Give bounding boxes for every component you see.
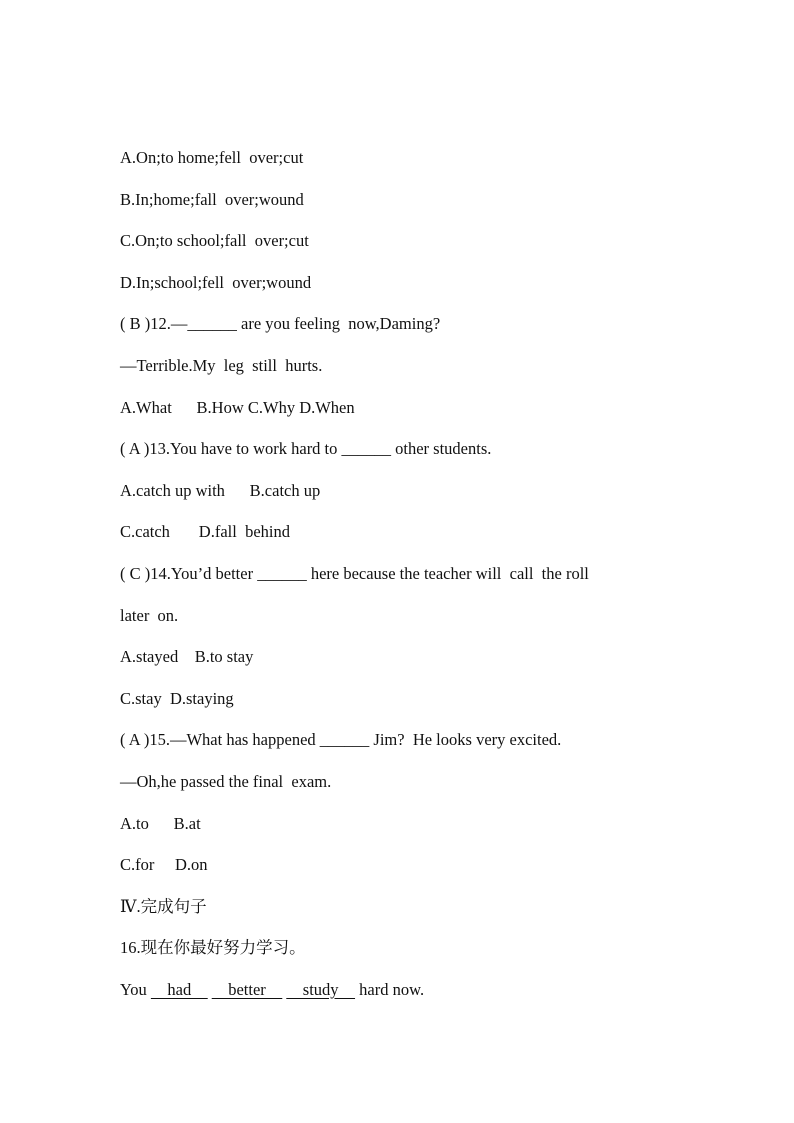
q12-options: A.What B.How C.Why D.When: [120, 397, 355, 417]
q14-stem-continued: later on.: [120, 605, 179, 625]
q12-reply: —Terrible.My leg still hurts.: [120, 355, 323, 375]
q15-options-row-1: A.to B.at: [120, 813, 201, 833]
q16-blank-3: study: [286, 979, 356, 999]
section-4-heading: Ⅳ.完成句子: [120, 896, 207, 916]
q16-end: hard now.: [355, 979, 425, 999]
q16-blank-2: better: [211, 979, 283, 999]
q11-option-a: A.On;to home;fell over;cut: [120, 148, 304, 167]
q16-prompt: 16.现在你最好努力学习。: [120, 938, 306, 958]
q13-options-row-1: A.catch up with B.catch up: [120, 480, 321, 500]
q15-reply: —Oh,he passed the final exam.: [120, 771, 332, 791]
q14-stem: ( C )14.You’d better ______ here because the teacher will call the roll: [120, 563, 589, 583]
q16-blank-1: had: [150, 979, 208, 999]
q14-options-row-1: A.stayed B.to stay: [120, 647, 254, 667]
q13-stem: ( A )13.You have to work hard to ______ other students.: [120, 439, 492, 459]
q13-options-row-2: C.catch D.fall behind: [120, 522, 290, 542]
q15-options-row-2: C.for D.on: [120, 855, 208, 875]
q11-option-c: C.On;to school;fall over;cut: [120, 231, 309, 251]
q16-start: You: [120, 979, 151, 999]
q11-option-d: D.In;school;fell over;wound: [120, 272, 312, 292]
q12-stem: ( B )12.—______ are you feeling now,Daming?: [120, 314, 441, 334]
q16-sentence: [120, 969, 680, 1011]
q14-options-row-2: C.stay D.staying: [120, 688, 234, 708]
worksheet-page: [120, 137, 680, 1010]
q11-option-b: B.In;home;fall over;wound: [120, 189, 304, 209]
q15-stem: ( A )15.—What has happened ______ Jim? He looks very excited.: [120, 730, 562, 750]
